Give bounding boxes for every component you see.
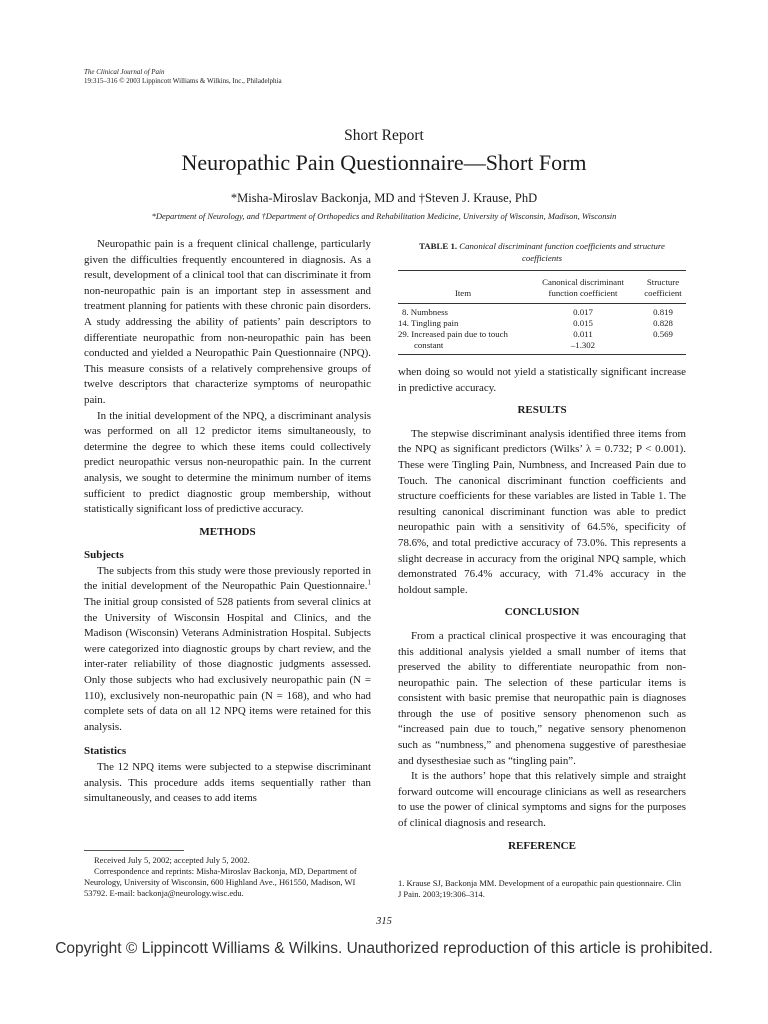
- table-1: [398, 270, 686, 360]
- intro-paragraph-1: Neuropathic pain is a frequent clinical challenge, particularly given the difficulties frequently encountered in diagnosis. As a result, development of a clinical tool that can discriminate it from non-neuropathic pain is an important step in assessment and treatment planning for patients with these chronic pain disorders. A study addressing the ability of patients’ pain descriptors to differentiate neuropathic from non-neuropathic pain has been conducted and yielded a Neuropathic Pain Questionnaire (NPQ). This measure consists of a relatively comprehensive groups of twelve descriptors that characterize symptoms of neuropathic pain.: [84, 238, 371, 406]
- col-header-canonical-line1: Canonical discriminant: [542, 277, 624, 287]
- affiliation-line: *Department of Neurology, and †Department of Orthopedics and Rehabilitation Medicine, University of Wisconsin, Madison, Wisconsin: [151, 211, 617, 221]
- conclusion-paragraph-1: From a practical clinical prospective it was encouraging that this additional analysis yielded a small number of items that preserved the ability to differentiate neuropathic from non-neuropathic pain. The selection of these particular items is consistent with basic premise that neuropathic pain is diagnoses through the use of positive sensory phenomenon such as “increased pain due to touch,” negative sensory phenomenon such as “numbness,” and phenomena suggestive of paresthesiae and dysesthesiae such as “tingling pain”.: [398, 629, 686, 767]
- statistics-paragraph: The 12 NPQ items were subjected to a stepwise discriminant analysis. This procedure adds items sequentially rather than simultaneously, and ceases to add items: [84, 761, 371, 805]
- citation-1-link[interactable]: 1: [367, 578, 371, 587]
- subjects-text-a: The subjects from this study were those previously reported in the initial development of the Neuropathic Pain Questionnaire.: [84, 564, 371, 593]
- table-row-2-struct: 0.828: [653, 318, 673, 328]
- footnote-rule: [84, 850, 184, 851]
- subjects-heading: Subjects: [84, 549, 124, 562]
- subjects-text-b: The initial group consisted of 528 patients from several clinics at the University of Wisconsin Hospital and Clinics, and the Madison (Wisconsin) Veterans Administration Hospital. Subjects were categorized into diagnostic groups by chart review, and the inter-rater reliability of those diagnostic judgments assessed. Only those subjects who had exclusively neuropathic pain (N = 110), exclusively non-neuropathic pain (N = 168), and who had complete sets of data on all 12 NPQ items were retained for this analysis.: [84, 596, 371, 733]
- table-row-1-item: 8. Numbness: [402, 307, 448, 317]
- reference-item-1: 1. Krause SJ, Backonja MM. Development of a europathic pain questionnaire. Clin J Pain. 2003;19:306–314.: [398, 878, 682, 899]
- table-row-3-struct: 0.569: [653, 329, 673, 339]
- col-header-structure: [638, 277, 688, 299]
- right-column: [398, 365, 686, 862]
- received-dates: Received July 5, 2002; accepted July 5, 2002.: [94, 855, 250, 865]
- table-row-2-canon: 0.015: [573, 318, 593, 328]
- article-type: Short Report: [344, 127, 424, 144]
- table-row-3-item: 29. Increased pain due to touch: [398, 329, 508, 339]
- col-header-structure-line1: Structure: [646, 277, 680, 287]
- table-row-4-item: constant: [414, 340, 444, 350]
- table-row-3-canon: 0.011: [573, 329, 593, 339]
- col-header-canonical-line2: function coefficient: [548, 288, 618, 298]
- col-header-canonical: [528, 277, 638, 299]
- correspondence: Correspondence and reprints: Misha-Miroslav Backonja, MD, Department of Neurology, University of Wisconsin, 600 Highland Ave., H61550, Madison, WI 53792. E-mail: backonja@neurology.wisc.edu.: [84, 866, 357, 898]
- left-column: [84, 237, 371, 807]
- reference-heading: REFERENCE: [508, 839, 576, 852]
- table-row-2-item: 14. Tingling pain: [398, 318, 459, 328]
- article-title: Neuropathic Pain Questionnaire—Short Form: [181, 150, 587, 175]
- volume-line: 19:315–316 © 2003 Lippincott Williams & Wilkins, Inc., Philadelphia: [84, 77, 282, 85]
- methods-heading: METHODS: [199, 525, 256, 538]
- col-header-item: Item: [454, 288, 472, 298]
- statistics-continued: when doing so would not yield a statistically significant increase in predictive accuracy.: [398, 366, 686, 394]
- conclusion-paragraph-2: It is the authors’ hope that this relatively simple and straight forward outcome will encourage clinicians as well as researchers to use the power of clinical symptoms and signs for the purposes of clinical diagnosis and research.: [398, 770, 686, 830]
- page-number: 315: [376, 916, 392, 927]
- table-top-rule: [398, 270, 686, 271]
- table-bottom-rule: [398, 354, 686, 355]
- running-header: [84, 68, 282, 86]
- journal-name: The Clinical Journal of Pain: [84, 68, 165, 76]
- author-line: *Misha-Miroslav Backonja, MD and †Steven J. Krause, PhD: [230, 191, 538, 205]
- table-header-rule: [398, 303, 686, 304]
- col-header-structure-line2: coefficient: [644, 288, 682, 298]
- table-row-1-canon: 0.017: [573, 307, 593, 317]
- table-caption: [398, 240, 686, 264]
- intro-paragraph-2: In the initial development of the NPQ, a discriminant analysis was performed on all 12 predictor items simultaneously, to determine the degree to which these items could collectively predict neuropathic versus non-neuropathic pain. In the current analysis, we sought to determine the minimum number of items sufficient to predict diagnostic group membership, without statistically significant loss of predictive accuracy.: [84, 409, 371, 516]
- subjects-paragraph: [84, 564, 371, 736]
- table-label: TABLE 1.: [419, 241, 458, 251]
- statistics-heading: Statistics: [84, 745, 127, 758]
- table-row-1-struct: 0.819: [653, 307, 673, 317]
- results-heading: RESULTS: [517, 404, 567, 417]
- results-paragraph: The stepwise discriminant analysis identified three items from the NPQ as significant predictors (Wilks’ λ = 0.732; P < 0.001). These were Tingling Pain, Numbness, and Increased Pain due to Touch. The canonical discriminant function coefficients and structure coefficients for these variables are listed in Table 1. The resulting canonical discriminant function was able to predict neuropathic pain with a sensitivity of 64.5%, specificity of 78.6%, and total predictive accuracy of 73.0%. This represents a slight decrease in accuracy from the original NPQ sample, which demonstrated 76.4% accuracy, with 71.4% accuracy in the holdout sample.: [398, 427, 686, 596]
- reference-list: [398, 878, 686, 900]
- table-caption-text: Canonical discriminant function coefficients and structure coefficients: [459, 241, 665, 263]
- copyright-notice: Copyright © Lippincott Williams & Wilkins. Unauthorized reproduction of this article is prohibited.: [55, 940, 713, 957]
- conclusion-heading: CONCLUSION: [504, 606, 580, 619]
- footnote: [84, 855, 371, 899]
- table-row-4-canon: –1.302: [570, 340, 596, 350]
